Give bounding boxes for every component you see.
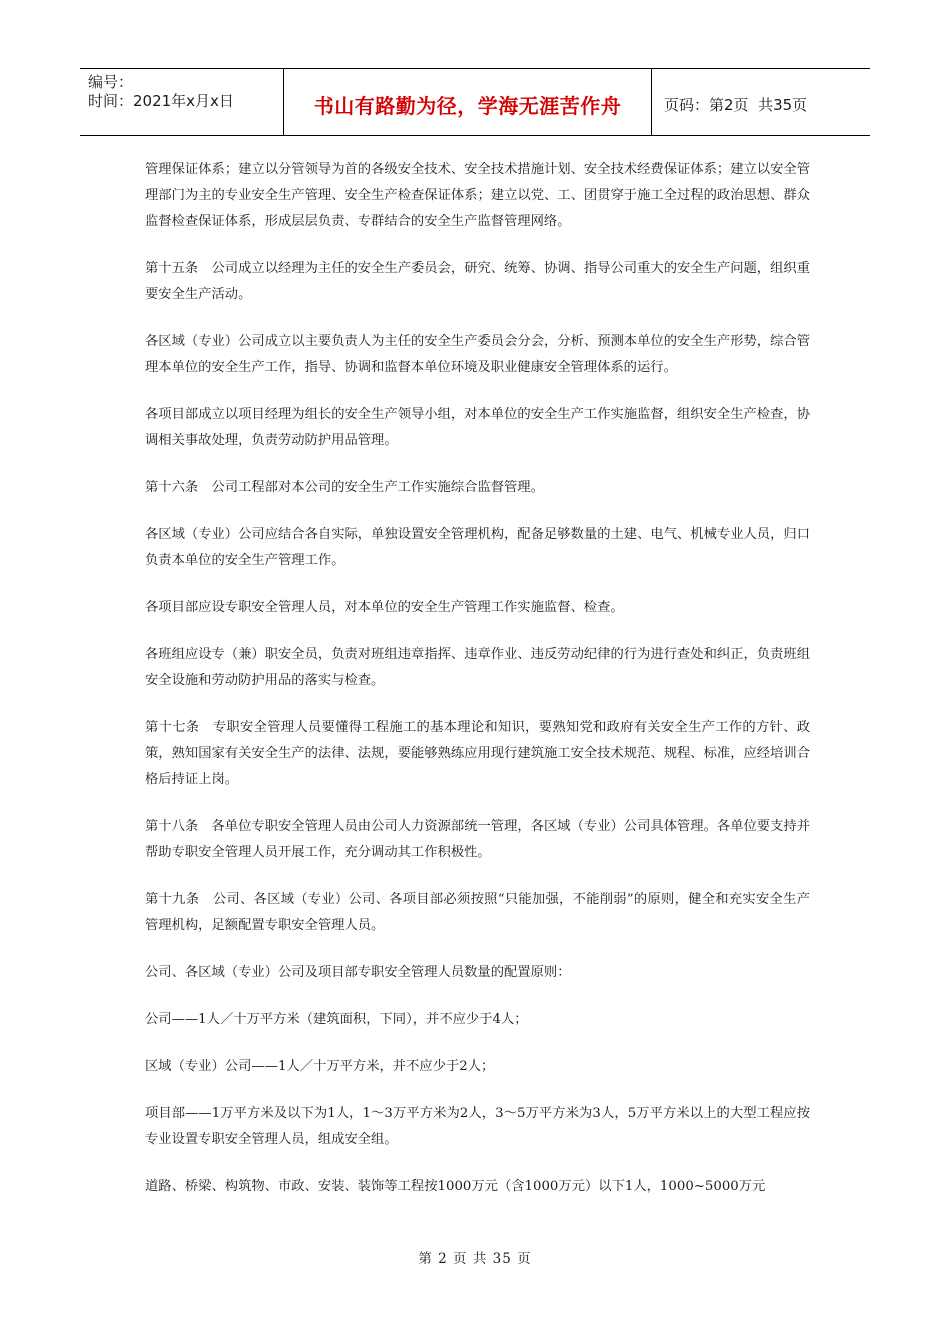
article-18-paragraph: 第十八条 各单位专职安全管理人员由公司人力资源部统一管理，各区域（专业）公司具体管理。各单位要支持并帮助专职安全管理人员开展工作，充分调动其工作积极性。 [145, 819, 810, 860]
body-paragraph: 各区域（专业）公司成立以主要负责人为主任的安全生产委员会分会，分析、预测本单位的安全生产形势，综合管理本单位的安全生产工作，指导、协调和监督本单位环境及职业健康安全管理体系的运行。 [145, 334, 810, 375]
article-17-paragraph: 第十七条 专职安全管理人员要懂得工程施工的基本理论和知识，要熟知党和政府有关安全生产工作的方针、政策，熟知国家有关安全生产的法律、法规，要能够熟练应用现行建筑施工安全技术规范、规程、标准，应经培训合格后持证上岗。 [145, 720, 810, 787]
body-paragraph: 项目部——1万平方米及以下为1人，1～3万平方米为2人，3～5万平方米为3人，5万平方米以上的大型工程应按专业设置专职安全管理人员，组成安全组。 [145, 1106, 810, 1147]
article-16-paragraph: 第十六条 公司工程部对本公司的安全生产工作实施综合监督管理。 [145, 480, 544, 495]
header-motto-cell [284, 69, 652, 135]
body-paragraph: 道路、桥梁、构筑物、市政、安装、装饰等工程按1000万元（含1000万元）以下1人，1000~5000万元 [145, 1179, 766, 1194]
body-paragraph: 公司、各区域（专业）公司及项目部专职安全管理人员数量的配置原则： [145, 965, 571, 980]
body-paragraph: 管理保证体系；建立以分管领导为首的各级安全技术、安全技术措施计划、安全技术经费保证体系；建立以安全管理部门为主的专业安全生产管理、安全生产检查保证体系；建立以党、工、团贯穿于施工全过程的政治思想、群众监督检查保证体系，形成层层负责、专群结合的安全生产监督管理网络。 [145, 162, 810, 229]
header-motto: 书山有路勤为径，学海无涯苦作舟 [313, 93, 622, 118]
document-header [80, 68, 870, 136]
body-paragraph: 区域（专业）公司——1人／十万平方米，并不应少于2人； [145, 1059, 495, 1074]
article-15-paragraph: 第十五条 公司成立以经理为主任的安全生产委员会，研究、统筹、协调、指导公司重大的安全生产问题，组织重要安全生产活动。 [145, 261, 810, 302]
header-page-cell [652, 69, 870, 135]
document-time-label: 时间：2021年x月x日 [88, 92, 234, 110]
header-page-info: 页码：第2页 共35页 [664, 95, 808, 114]
document-body [145, 157, 810, 1221]
body-paragraph: 各项目部应设专职安全管理人员，对本单位的安全生产管理工作实施监督、检查。 [145, 600, 624, 615]
header-meta-cell [80, 69, 284, 135]
body-paragraph: 公司——1人／十万平方米（建筑面积，下同），并不应少于4人； [145, 1012, 528, 1027]
body-paragraph: 各项目部成立以项目经理为组长的安全生产领导小组，对本单位的安全生产工作实施监督，组织安全生产检查，协调相关事故处理，负责劳动防护用品管理。 [145, 407, 810, 448]
body-paragraph: 各班组应设专（兼）职安全员，负责对班组违章指挥、违章作业、违反劳动纪律的行为进行查处和纠正，负责班组安全设施和劳动防护用品的落实与检查。 [145, 647, 810, 688]
document-number-label: 编号： [88, 73, 134, 91]
page-footer: 第 2 页 共 35 页 [418, 1251, 532, 1267]
article-19-paragraph: 第十九条 公司、各区域（专业）公司、各项目部必须按照“只能加强，不能削弱”的原则，健全和充实安全生产管理机构，足额配置专职安全管理人员。 [145, 892, 810, 933]
body-paragraph: 各区域（专业）公司应结合各自实际，单独设置安全管理机构，配备足够数量的土建、电气、机械专业人员，归口负责本单位的安全生产管理工作。 [145, 527, 810, 568]
